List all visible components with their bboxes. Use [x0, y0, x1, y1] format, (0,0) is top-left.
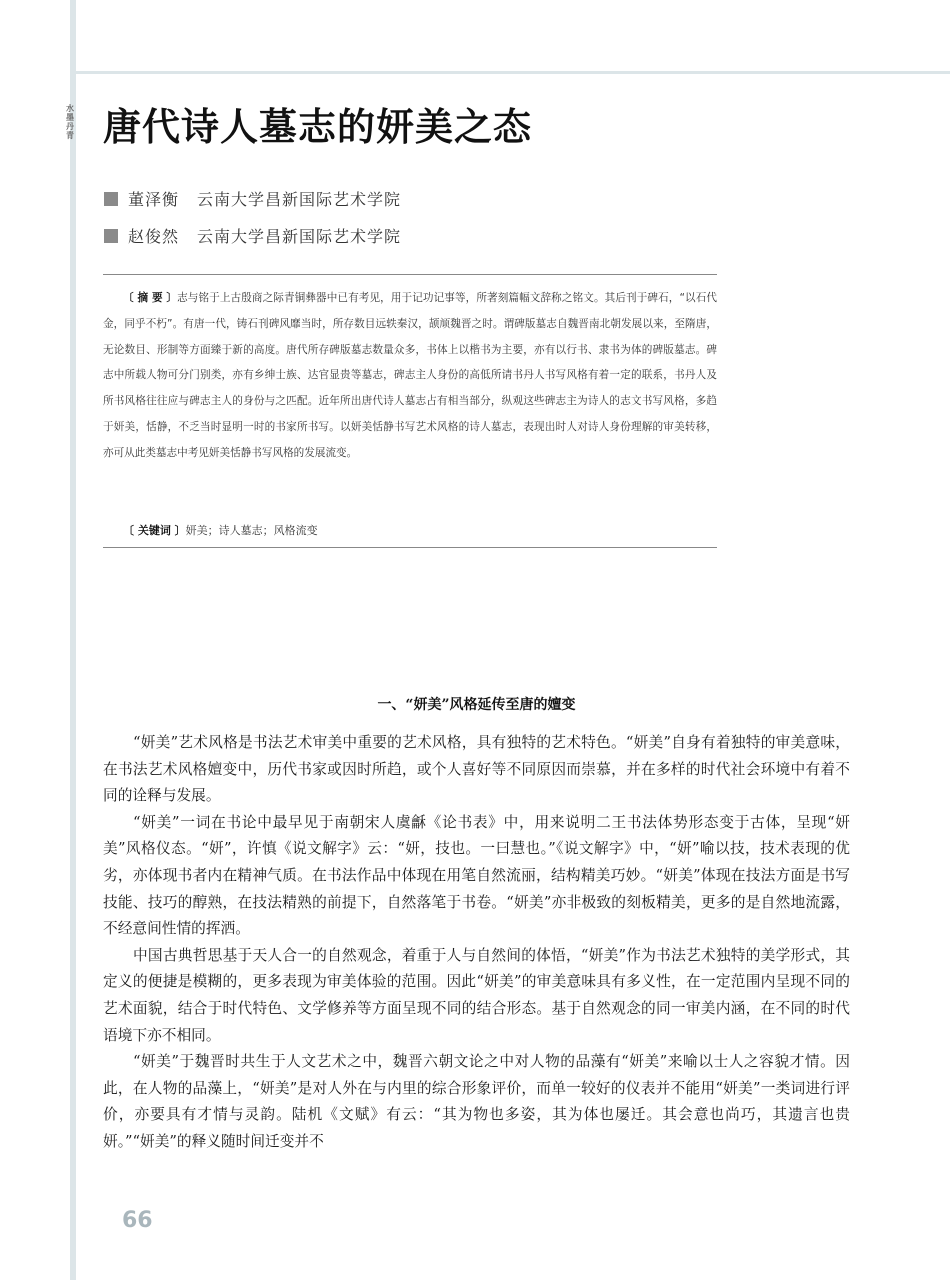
author-name: 董泽衡 [128, 190, 180, 209]
keywords [123, 522, 318, 538]
abstract-text: 志与铭于上古殷商之际青铜彝器中已有考见，用于记功记事等，所著刻篇幅文辞称之铭文。其后刊于碑石，“以石代金，同乎不朽”。有唐一代，铸石刊碑风靡当时，所存数目远轶秦汉，颉颃魏晋之时。谓碑版墓志自魏晋南北朝发展以来，至隋唐，无论数目、形制等方面臻于新的高度。唐代所存碑版墓志数量众多，书体上以楷书为主要，亦有以行书、隶书为体的碑版墓志。碑志中所载人物可分门别类，亦有乡绅士族、达官显贵等墓志，碑志主人身份的高低所请书丹人书写风格有着一定的联系，书丹人及所书风格往往应与碑志主人的身份与之匹配。近年所出唐代诗人墓志占有相当部分，纵观这些碑志主为诗人的志文书写风格，多趋于妍美，恬静，不乏当时显明一时的书家所书写。以妍美恬静书写艺术风格的诗人墓志，表现出时人对诗人身份理解的审美转移，亦可从此类墓志中考见妍美恬静书写风格的发展流变。 [103, 292, 717, 459]
keywords-label: 〔 关键词 〕 [123, 524, 186, 537]
header-rule [76, 71, 950, 74]
section-tag: 水墨丹青 [66, 104, 74, 140]
article-title: 唐代诗人墓志的妍美之态 [103, 104, 533, 149]
section-heading: 一、“妍美”风格延传至唐的嬗变 [377, 697, 576, 713]
left-margin-bar [70, 0, 76, 1280]
author-affiliation: 云南大学昌新国际艺术学院 [197, 227, 402, 246]
author-affiliation: 云南大学昌新国际艺术学院 [197, 190, 402, 209]
bullet-square-icon [104, 192, 118, 206]
paragraph: “妍美”于魏晋时共生于人文艺术之中，魏晋六朝文论之中对人物的品藻有“妍美”来喻以士人之容貌才情。因此，在人物的品藻上，“妍美”是对人外在与内里的综合形象评价，而单一较好的仪表并不能用“妍美”一类词进行评价，亦要具有才情与灵韵。陆机《文赋》有云：“其为物也多姿，其为体也屡迁。其会意也尚巧，其遗言也贵妍。”“妍美”的释义随时间迁变并不 [103, 1053, 850, 1150]
author-line [104, 187, 401, 210]
abstract-label: 〔 摘 要 〕 [123, 292, 178, 304]
body-text [103, 730, 850, 1156]
paragraph: 中国古典哲思基于天人合一的自然观念，着重于人与自然间的体悟，“妍美”作为书法艺术独特的美学形式，其定义的便捷是模糊的，更多表现为审美体验的范围。因此“妍美”的审美意味具有多义性，在一定范围内呈现不同的艺术面貌，结合于时代特色、文学修养等方面呈现不同的结合形态。基于自然观念的同一审美内涵，在不同的时代语境下亦不相同。 [103, 946, 850, 1044]
abstract [103, 286, 717, 467]
bullet-square-icon [104, 229, 118, 243]
page-number: 66 [122, 1208, 153, 1233]
paragraph: “妍美”艺术风格是书法艺术审美中重要的艺术风格，具有独特的艺术特色。“妍美”自身有着独特的审美意味，在书法艺术风格嬗变中，历代书家或因时所趋，或个人喜好等不同原因而崇慕，并在多样的时代社会环境中有着不同的诠释与发展。 [103, 734, 850, 805]
keywords-text: 妍美；诗人墓志；风格流变 [185, 524, 318, 537]
abstract-box [103, 274, 717, 548]
paragraph: “妍美”一词在书论中最早见于南朝宋人虞龢《论书表》中，用来说明二王书法体势形态变于古体，呈现“妍美”风格仪态。“妍”，许慎《说文解字》云：“妍，技也。一曰慧也。”《说文解字》中，“妍”喻以技，技术表现的优劣，亦体现书者内在精神气质。在书法作品中体现在用笔自然流丽，结构精美巧妙。“妍美”体现在技法方面是书写技能、技巧的醇熟，在技法精熟的前提下，自然落笔于书卷。“妍美”亦非极致的刻板精美，更多的是自然地流露，不经意间性情的挥洒。 [103, 813, 850, 938]
author-name: 赵俊然 [128, 227, 180, 246]
author-line [104, 224, 401, 247]
